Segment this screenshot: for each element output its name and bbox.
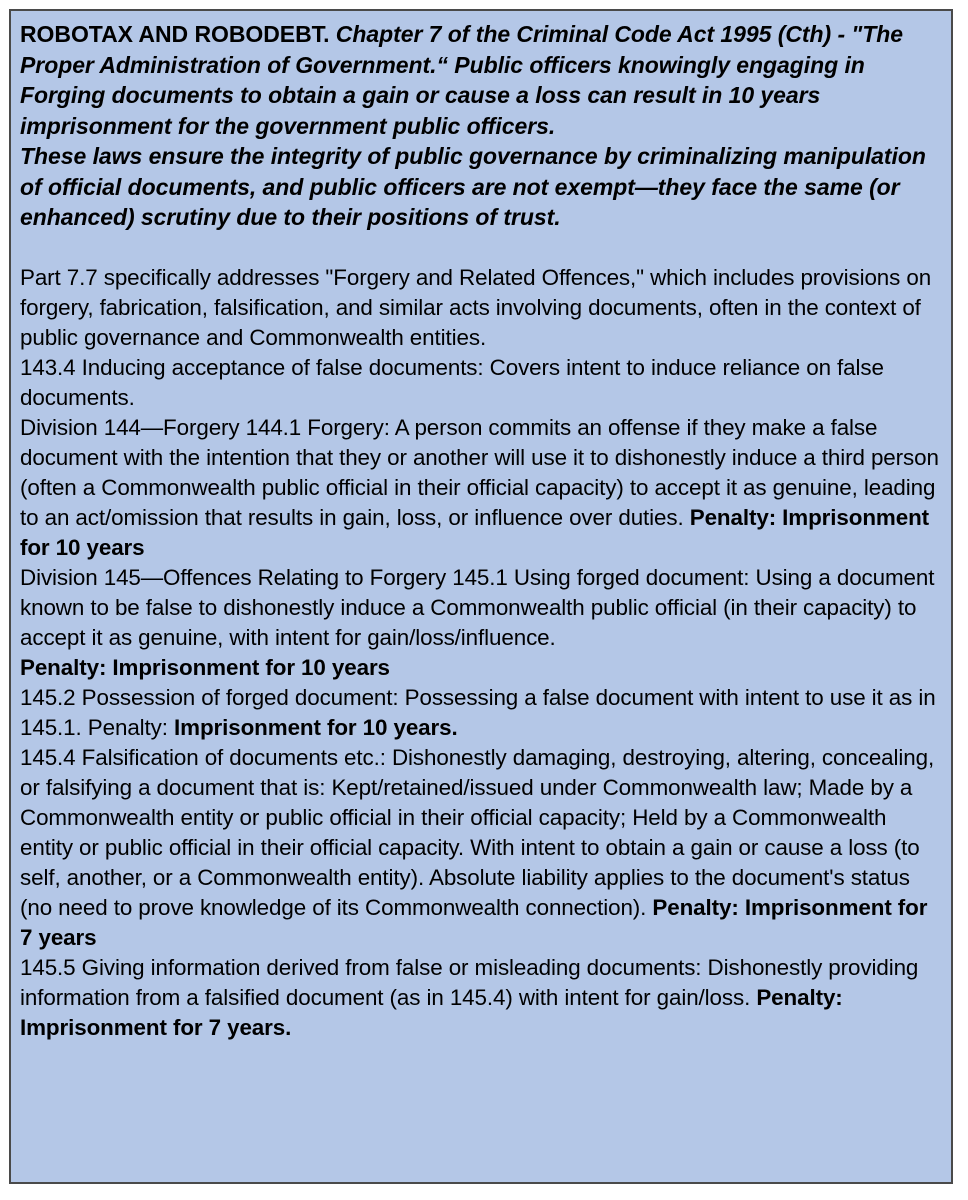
section-145-2-penalty: Imprisonment for 10 years. [174, 714, 458, 740]
section-145-5-penalty: Penalty: Imprisonment for 7 years. [20, 984, 843, 1040]
intro-lead: ROBOTAX AND ROBODEBT. [20, 21, 330, 47]
intro-lead-italic: Chapter 7 of the Criminal Code Act 1995 (Cth) - "The Proper Administration of Government.“ Public officers knowingly engaging in Forging documents to obtain a gain or cause a loss can result in 10 years imprisonment for the government public officers. [20, 21, 903, 139]
section-145-4-text: 145.4 Falsification of documents etc.: Dishonestly damaging, destroying, altering, concealing, or falsifying a document that is: Kept/retained/issued under Commonwealth law; Made by a Commonwealth entity or public official in their official capacity; Held by a Commonwealth entity or public official in their official capacity. With intent to obtain a gain or cause a loss (to self, another, or a Commonwealth entity). Absolute liability applies to the document's status (no need to prove knowledge of its Commonwealth connection). [20, 744, 935, 920]
part-7-7-text: Part 7.7 specifically addresses "Forgery and Related Offences," which includes provisions on forgery, fabrication, falsification, and similar acts involving documents, often in the context of public governance and Commonwealth entities. [20, 264, 932, 350]
section-145-5-text: 145.5 Giving information derived from false or misleading documents: Dishonestly providing information from a falsified document (as in 145.4) with intent for gain/loss. [20, 954, 919, 1010]
division-145-penalty: Penalty: Imprisonment for 10 years [20, 654, 390, 680]
section-143-4-text: 143.4 Inducing acceptance of false documents: Covers intent to induce reliance on false documents. [20, 354, 884, 410]
section-145-2-text: 145.2 Possession of forged document: Possessing a false document with intent to use it as in 145.1. Penalty: [20, 684, 936, 740]
division-144-penalty: Penalty: Imprisonment for 10 years [20, 504, 930, 560]
section-145-4-penalty: Penalty: Imprisonment for 7 years [20, 894, 928, 950]
intro-line2: These laws ensure the integrity of public governance by criminalizing manipulation of official documents, and public officers are not exempt—they face the same (or enhanced) scrutiny due to their positions of trust. [20, 143, 926, 230]
division-144-text: Division 144—Forgery 144.1 Forgery: A person commits an offense if they make a false document with the intention that they or another will use it to dishonestly induce a third person (often a Commonwealth public official in their official capacity) to accept it as genuine, leading to an act/omission that results in gain, loss, or influence over duties. [20, 414, 939, 530]
intro-paragraph [20, 19, 943, 233]
body-paragraph [20, 263, 943, 1043]
paragraph-spacer [20, 233, 943, 263]
division-145-text: Division 145—Offences Relating to Forgery 145.1 Using forged document: Using a document known to be false to dishonestly induce a Commonwealth public official (in their capacity) to accept it as genuine, with intent for gain/loss/influence. [20, 564, 935, 650]
document-panel [9, 9, 953, 1184]
